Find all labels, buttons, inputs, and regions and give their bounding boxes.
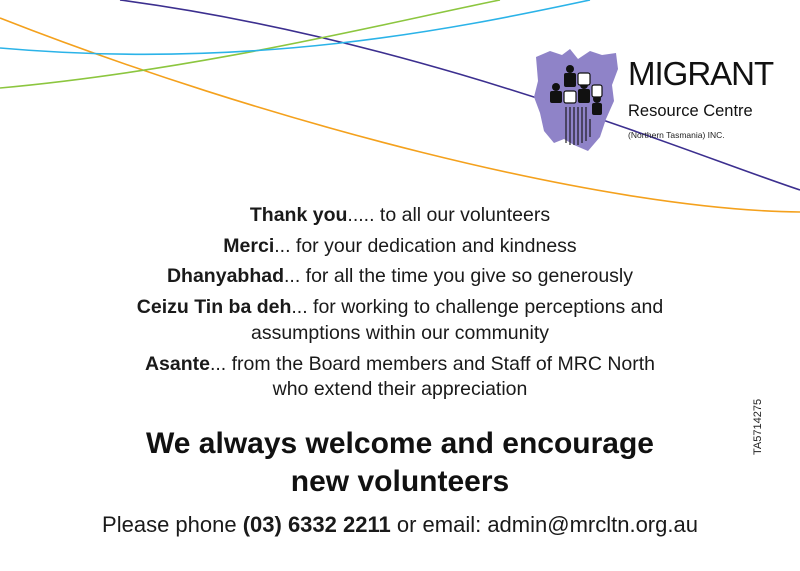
thanks-text: ... for your dedication and kindness xyxy=(274,234,577,257)
thanks-text-continued: who extend their appreciation xyxy=(272,378,528,401)
phone-number: (03) 6332 2211 xyxy=(242,512,391,537)
ad-reference-code: TA5714275 xyxy=(752,398,764,455)
contact-line xyxy=(0,512,800,538)
thanks-word: Thank you xyxy=(249,204,348,226)
logo-title: MIGRANT xyxy=(628,55,774,92)
thanks-text: ..... to all our volunteers xyxy=(347,204,551,226)
thanks-word: Merci xyxy=(223,234,275,257)
thanks-text: ... from the Board members and Staff of MRC North xyxy=(209,352,656,375)
thanks-text: ... for all the time you give so generously xyxy=(284,265,634,288)
thanks-line xyxy=(0,295,800,346)
thank-you-messages xyxy=(0,203,800,408)
curve-green xyxy=(0,0,500,88)
contact-prefix: Please phone xyxy=(102,512,243,537)
tasmania-puzzle-logo-icon xyxy=(530,45,625,155)
contact-email: or email: admin@mrcltn.org.au xyxy=(390,512,698,537)
curve-blue xyxy=(0,0,590,54)
thanks-line xyxy=(0,234,800,260)
volunteer-headline xyxy=(0,425,800,500)
thanks-word: Dhanyabhad xyxy=(166,265,284,288)
thanks-text-continued: assumptions within our community xyxy=(250,321,550,344)
headline-line-1: We always welcome and encourage xyxy=(146,427,654,460)
mrc-logo xyxy=(530,45,790,165)
thanks-line xyxy=(0,264,800,290)
thanks-line xyxy=(0,203,800,229)
thanks-line xyxy=(0,352,800,403)
thanks-word: Asante xyxy=(144,352,210,375)
thanks-text: ... for working to challenge perceptions and xyxy=(291,296,664,319)
logo-org-note: (Northern Tasmania) INC. xyxy=(628,130,725,140)
logo-subtitle: Resource Centre xyxy=(628,102,753,120)
thanks-word: Ceizu Tin ba deh xyxy=(136,296,292,319)
headline-line-2: new volunteers xyxy=(290,464,510,498)
